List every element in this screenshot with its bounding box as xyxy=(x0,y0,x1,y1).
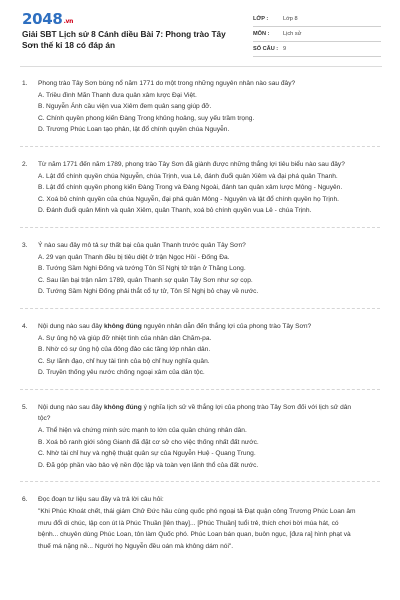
question-3 xyxy=(0,240,400,298)
site-logo[interactable] xyxy=(22,10,73,28)
question-number: 2. xyxy=(22,160,28,168)
question-emphasis: không đúng xyxy=(104,403,142,411)
question-emphasis: không đúng xyxy=(104,322,142,330)
question-5 xyxy=(0,402,400,472)
option-d: D. Trương Phúc Loan tạo phản, lật đổ chính quyền chúa Nguyễn. xyxy=(38,126,230,134)
question-number: 5. xyxy=(22,403,28,411)
option-d: D. Truyền thống yêu nước chống ngoại xâm của dân tộc. xyxy=(38,369,205,377)
option-a: A. Sự ủng hộ và giúp đỡ nhiệt tình của nhân dân Chăm-pa. xyxy=(38,334,212,342)
header-divider xyxy=(20,66,382,67)
option-c: C. Chính quyền phong kiến Đàng Trong khủng hoảng, suy yếu trầm trọng. xyxy=(38,114,255,122)
question-divider xyxy=(20,389,380,390)
question-divider xyxy=(20,481,380,482)
source-excerpt: "Khi Phúc Khoát chết, thái giám Chử Đức hầu cùng quốc phó ngoại tả Đạt quận công Trương Phúc Loan âm mưu đổi di chúc, lập con út là Phúc Thuần [lên thay]... [Phúc Thuần] tuổi trẻ, thích chơi bời múa hát, có bệnh... chuyên dùng Phúc Loan, tôn làm Quốc phó. Phúc Loan bán quan, buôn ngục, [đưa ra] hình phạt và thuế má nặng nề... Người họ Nguyễn đều oán mà không dám nói". xyxy=(38,508,356,550)
option-c: C. Xoá bỏ chính quyền của chúa Nguyễn, đại phá quân Mông - Nguyên và lật đổ chính quyền họ Trịnh. xyxy=(38,195,339,203)
question-list xyxy=(0,78,400,552)
document-title: Giải SBT Lịch sử 8 Cánh diều Bài 7: Phong trào Tây Sơn thế kỉ 18 có đáp án xyxy=(22,29,226,50)
option-b: B. Nhờ có sự ủng hộ của đông đảo các tầng lớp nhân dân. xyxy=(38,346,211,354)
option-d: D. Đã góp phần vào bảo vệ nền độc lập và toàn vẹn lãnh thổ của đất nước. xyxy=(38,461,259,469)
question-text-end: nguyên nhân dẫn đến thắng lợi của phong trào Tây Sơn? xyxy=(141,322,312,330)
meta-label-class: LỚP : xyxy=(253,16,269,22)
question-text-end: ý nghĩa lịch sử về thắng lợi của phong trào Tây Sơn đối với lịch sử dân tộc? xyxy=(38,403,352,423)
question-number: 6. xyxy=(22,496,28,504)
meta-row-class xyxy=(253,12,381,27)
meta-info-box xyxy=(253,12,381,57)
meta-value-count: 9 xyxy=(283,46,287,52)
meta-row-count xyxy=(253,42,381,57)
option-b: B. Nguyễn Ánh cầu viện vua Xiêm đem quân sang giúp đỡ. xyxy=(38,103,212,111)
question-text-start: Nội dung nào sau đây xyxy=(38,403,104,411)
question-divider xyxy=(20,227,380,228)
option-d: D. Đánh đuổi quân Minh và quân Xiêm, quân Thanh, xoá bỏ chính quyền vua Lê - chúa Trịnh. xyxy=(38,207,312,215)
option-b: B. Xoá bỏ ranh giới sông Gianh đã đặt cơ sở cho việc thống nhất đất nước. xyxy=(38,438,259,446)
option-c: C. Nhờ tài chỉ huy và nghệ thuật quân sự của Nguyễn Huệ - Quang Trung. xyxy=(38,450,256,458)
logo-suffix: .vn xyxy=(63,18,74,25)
meta-row-subject xyxy=(253,27,381,42)
question-text-start: Nội dung nào sau đây xyxy=(38,322,104,330)
meta-label-subject: MÔN : xyxy=(253,31,270,37)
question-1 xyxy=(0,78,400,136)
option-d: D. Tướng Sầm Nghi Đống phải thắt cổ tự tử, Tôn Sĩ Nghị bỏ chạy về nước. xyxy=(38,288,259,296)
meta-value-subject: Lịch sử xyxy=(283,31,302,37)
question-divider xyxy=(20,308,380,309)
page-header xyxy=(0,0,400,70)
meta-label-count: SỐ CÂU : xyxy=(253,46,279,52)
option-a: A. Triều đình Mãn Thanh đưa quân xâm lược Đại Việt. xyxy=(38,91,197,99)
question-number: 4. xyxy=(22,322,28,330)
question-text: Ý nào sau đây mô tả sự thất bại của quân Thanh trước quân Tây Sơn? xyxy=(38,241,246,249)
option-a: A. 29 vạn quân Thanh đều bị tiêu diệt ở trận Ngọc Hồi - Đống Đa. xyxy=(38,253,230,261)
option-a: A. Thể hiện và chứng minh sức mạnh to lớn của quần chúng nhân dân. xyxy=(38,427,247,435)
option-c: C. Sự lãnh đạo, chỉ huy tài tình của bộ chỉ huy nghĩa quân. xyxy=(38,357,210,365)
logo-text: 2048 xyxy=(22,10,63,28)
question-divider xyxy=(20,146,380,147)
option-c: C. Sau lần bại trận năm 1789, quân Thanh sợ quân Tây Sơn như sợ cọp. xyxy=(38,276,253,284)
question-4 xyxy=(0,321,400,379)
option-b: B. Lật đổ chính quyền phong kiến Đàng Trong và Đàng Ngoài, đánh tan quân xâm lược Mông - Nguyên. xyxy=(38,184,343,192)
question-number: 3. xyxy=(22,241,28,249)
question-text xyxy=(38,402,360,425)
option-a: A. Lật đổ chính quyền chúa Nguyễn, chúa Trịnh, vua Lê, đánh đuổi quân Xiêm và đại phá quân Thanh. xyxy=(38,172,338,180)
question-6 xyxy=(0,494,400,552)
question-2 xyxy=(0,159,400,217)
meta-value-class: Lớp 8 xyxy=(283,16,298,22)
question-text: Từ năm 1771 đến năm 1789, phong trào Tây Sơn đã giành được những thắng lợi tiêu biểu nào sau đây? xyxy=(38,160,345,168)
question-text: Phong trào Tây Sơn bùng nổ năm 1771 do một trong những nguyên nhân nào sau đây? xyxy=(38,80,296,87)
question-text xyxy=(38,321,360,333)
option-b: B. Tướng Sầm Nghi Đống và tướng Tôn Sĩ Nghị tử trận ở Thăng Long. xyxy=(38,265,246,273)
question-text: Đọc đoạn tư liệu sau đây và trả lời câu hỏi: xyxy=(38,496,164,504)
question-number: 1. xyxy=(22,80,28,87)
